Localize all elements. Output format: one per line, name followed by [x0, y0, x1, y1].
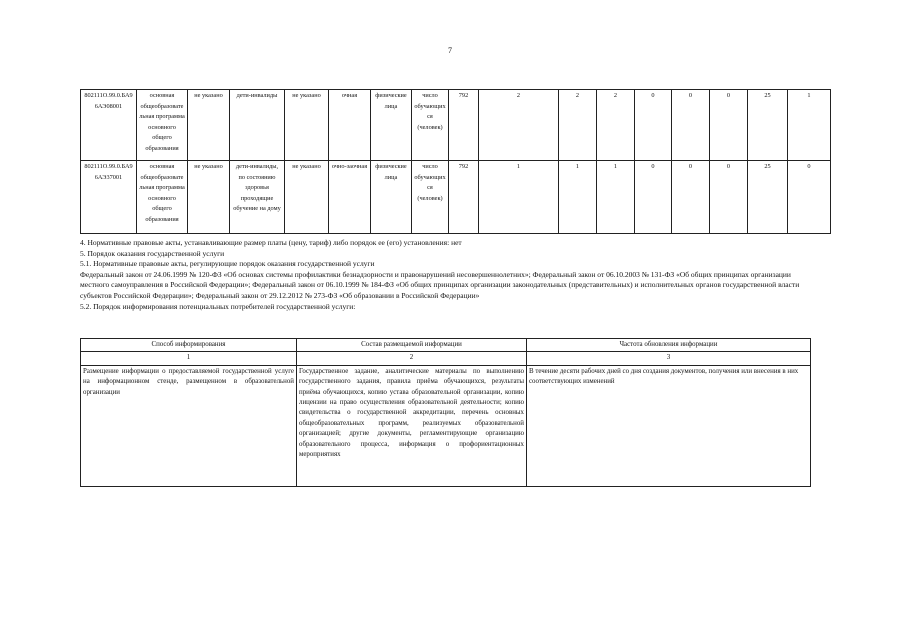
service-indicators-table	[80, 89, 831, 234]
value-cell: 0	[635, 161, 672, 234]
document-sections	[80, 238, 815, 312]
table-number-row	[81, 352, 811, 365]
content-cell: основная общеобразовательная программа основного общего образования	[137, 90, 188, 161]
consumer-cell: физические лица	[371, 90, 412, 161]
value-cell: 1	[597, 161, 635, 234]
value-cell: 0	[710, 90, 748, 161]
value-cell: 2	[479, 90, 559, 161]
value-cell: 1	[788, 90, 831, 161]
section-5-1-heading: 5.1. Нормативные правовые акты, регулирующие порядок оказания государственной услуги	[80, 259, 375, 269]
informing-procedure-table	[80, 338, 811, 487]
place-cell: не указано	[285, 90, 329, 161]
header-method: Способ информирования	[81, 339, 297, 352]
indicator-cell: число обучающихся (человек)	[412, 90, 449, 161]
value-cell: 0	[635, 90, 672, 161]
value-cell: 0	[672, 161, 710, 234]
consumer-cell: физические лица	[371, 161, 412, 234]
table-header-row	[81, 339, 811, 352]
value-cell: 2	[597, 90, 635, 161]
value-cell: 0	[788, 161, 831, 234]
unique-code-cell: 802111О.99.0.БА96АЭ08001	[81, 90, 137, 161]
page-number: 7	[448, 46, 452, 55]
header-content: Состав размещаемой информации	[297, 339, 527, 352]
category-cell: дети-инвалиды, по состоянию здоровья проходящие обучение на дому	[230, 161, 285, 234]
value-cell: 25	[748, 90, 788, 161]
section-5-1-text: Федеральный закон от 24.06.1999 № 120-ФЗ «Об основах системы профилактики безнадзорности и правонарушений несовершеннолетних»; Федеральный закон от 06.10.2003 № 131-ФЗ «Об общих принципах организации местного самоуправления в Российской Федерации»; Федеральный закон от 06.10.1999 № 184-ФЗ «Об общих принципах организации законодательных (представительных) и исполнительных органов государственной власти субъектов Российской Федерации»; Федеральный закон от 29.12.2012 № 273-ФЗ «Об образовании в Российской Федерации»	[80, 269, 800, 300]
content-cell: Государственное задание, аналитические материалы по выполнению государственного задания, правила приёма обучающихся, результаты приёма обучающихся, копию устава образовательной организации, копию лицензии на право осуществления образовательной деятельности; копию свидетельства о государственной аккредитации, перечень основных общеобразовательных программ, реализуемых образовательной организацией; другие документы, регламентирующие организацию образовательного процесса, информация о профориентационных мероприятиях	[297, 365, 527, 486]
table-row	[81, 365, 811, 486]
value-cell: 0	[710, 161, 748, 234]
section-5-2-heading: 5.2. Порядок информирования потенциальных потребителей государственной услуги:	[80, 301, 356, 311]
column-number: 3	[527, 352, 811, 365]
table-row	[81, 90, 831, 161]
okei-cell: 792	[449, 90, 479, 161]
value-cell: 2	[559, 90, 597, 161]
section-5-heading: 5. Порядок оказания государственной услуги	[80, 248, 225, 258]
value-cell: 0	[672, 90, 710, 161]
form-cell: очная	[329, 90, 371, 161]
form-cell: очно-заочная	[329, 161, 371, 234]
content-cell: основная общеобразовательная программа основного общего образования	[137, 161, 188, 234]
table-row	[81, 161, 831, 234]
section-4-text: 4. Нормативные правовые акты, устанавливающие размер платы (цену, тариф) либо порядок ее (его) установления: нет	[80, 238, 462, 247]
unique-code-cell: 802111О.99.0.БА96АЭ37001	[81, 161, 137, 234]
okei-cell: 792	[449, 161, 479, 234]
indicator-cell: число обучающихся (человек)	[412, 161, 449, 234]
column-number: 2	[297, 352, 527, 365]
frequency-cell: В течение десяти рабочих дней со дня создания документов, получения или внесения в них соответствующих изменений	[527, 365, 811, 486]
standard-cell: не указано	[188, 90, 230, 161]
value-cell: 1	[559, 161, 597, 234]
standard-cell: не указано	[188, 161, 230, 234]
value-cell: 25	[748, 161, 788, 234]
method-cell: Размещение информации о предоставляемой государственной услуге на информационном стенде, размещенном в образовательной организации	[81, 365, 297, 486]
column-number: 1	[81, 352, 297, 365]
value-cell: 1	[479, 161, 559, 234]
category-cell: дети-инвалиды	[230, 90, 285, 161]
place-cell: не указано	[285, 161, 329, 234]
header-frequency: Частота обновления информации	[527, 339, 811, 352]
